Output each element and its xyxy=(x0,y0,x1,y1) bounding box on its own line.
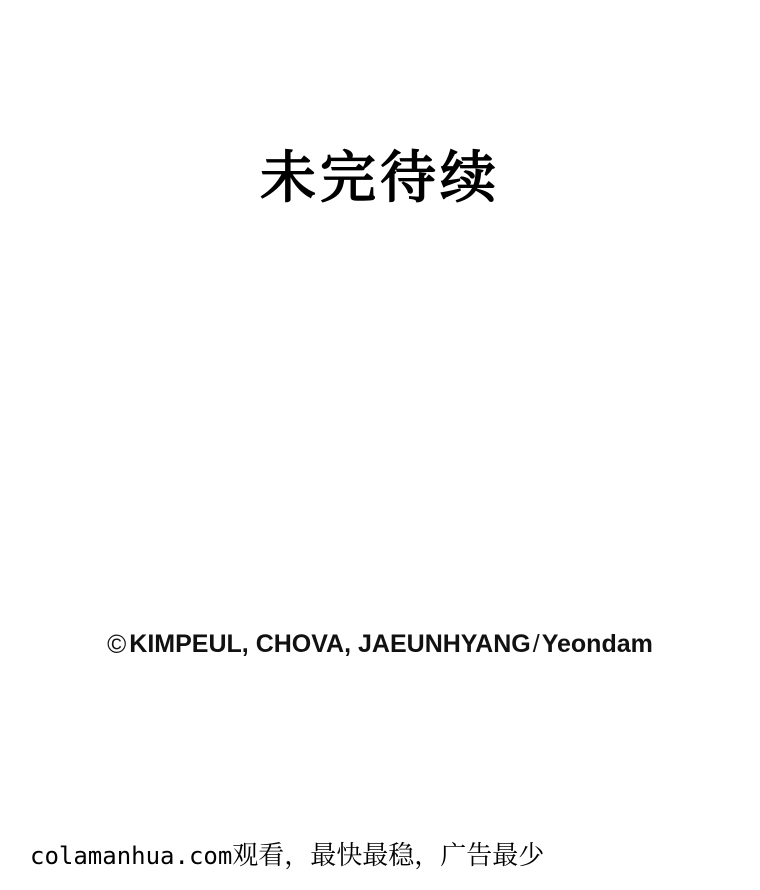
site-domain: colamanhua.com xyxy=(30,842,233,870)
site-watermark xyxy=(30,835,544,872)
copyright-credit xyxy=(0,629,760,660)
credit-publisher: Yeondam xyxy=(541,630,653,658)
credit-authors: KIMPEUL, CHOVA, JAEUNHYANG xyxy=(129,630,531,658)
site-tagline: 观看，最快最稳，广告最少 xyxy=(232,841,545,871)
credit-separator: / xyxy=(532,630,540,658)
copyright-icon: © xyxy=(107,629,127,659)
to-be-continued-text: 未完待续 xyxy=(260,146,500,211)
